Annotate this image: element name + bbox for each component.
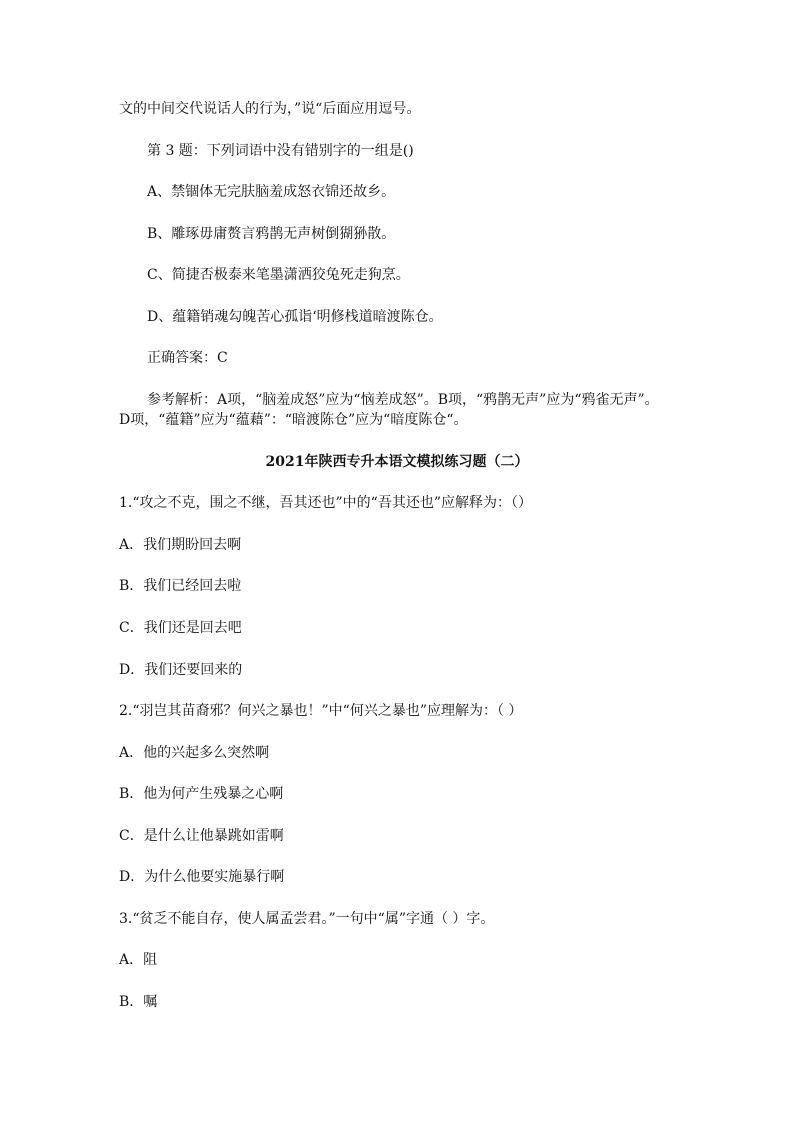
question-3b-option-b: B．嘱: [119, 994, 158, 1010]
analysis-line-2: D项，“蕴籍”应为“蕴藉”：“暗渡陈仓”应为“暗度陈仓“。: [119, 412, 468, 428]
question-2-option-d: D．为什么他要实施暴行啊: [119, 869, 285, 885]
question-1-stem: 1.“攻之不克，围之不继，吾其还也”中的“吾其还也”应解释为：（）: [119, 495, 532, 511]
continued-line: 文的中间交代说话人的行为，”说“后面应用逗号。: [119, 101, 421, 117]
answer-line: 正确答案：C: [147, 350, 228, 366]
question-1-option-d: D．我们还要回来的: [119, 662, 243, 678]
section-title: 2021年陕西专升本语文模拟练习题（二）: [265, 454, 529, 470]
question-2-option-b: B．他为何产生残暴之心啊: [119, 786, 284, 802]
question-2-stem: 2.“羽岂其苗裔邪？何兴之暴也！”中“何兴之暴也”应理解为：（ ）: [119, 703, 523, 719]
question-3b-option-a: A．阻: [119, 952, 158, 968]
question-3-option-d: D、蕴籍销魂勾魄苦心孤诣‘明修栈道暗渡陈仓。: [147, 309, 443, 325]
question-3-option-b: B、雕琢毋庸赘言鸦鹊无声树倒猢狲散。: [147, 226, 396, 242]
question-2-option-c: C．是什么让他暴跳如雷啊: [119, 828, 284, 844]
question-2-option-a: A．他的兴起多么突然啊: [119, 745, 270, 761]
analysis-line-1: 参考解析：A项，“脑羞成怒”应为“恼差成怒”。B项，“鸦鹊无声”应为“鸦雀无声”。: [147, 392, 659, 408]
question-3b-stem: 3.“贫乏不能自存，使人属孟尝君。”一句中“属”字通（ ）字。: [119, 911, 495, 927]
question-1-option-b: B．我们已经回去啦: [119, 578, 242, 594]
question-1-option-a: A．我们期盼回去啊: [119, 537, 242, 553]
question-1-option-c: C．我们还是回去吧: [119, 620, 242, 636]
question-3-option-a: A、禁锢体无完肤脑羞成怒衣锦还故乡。: [147, 184, 396, 200]
question-3-stem: 第 3 题：下列词语中没有错别字的一组是(): [147, 143, 414, 159]
question-3-option-c: C、简捷否极泰来笔墨潇洒狡兔死走狗烹。: [147, 267, 410, 283]
